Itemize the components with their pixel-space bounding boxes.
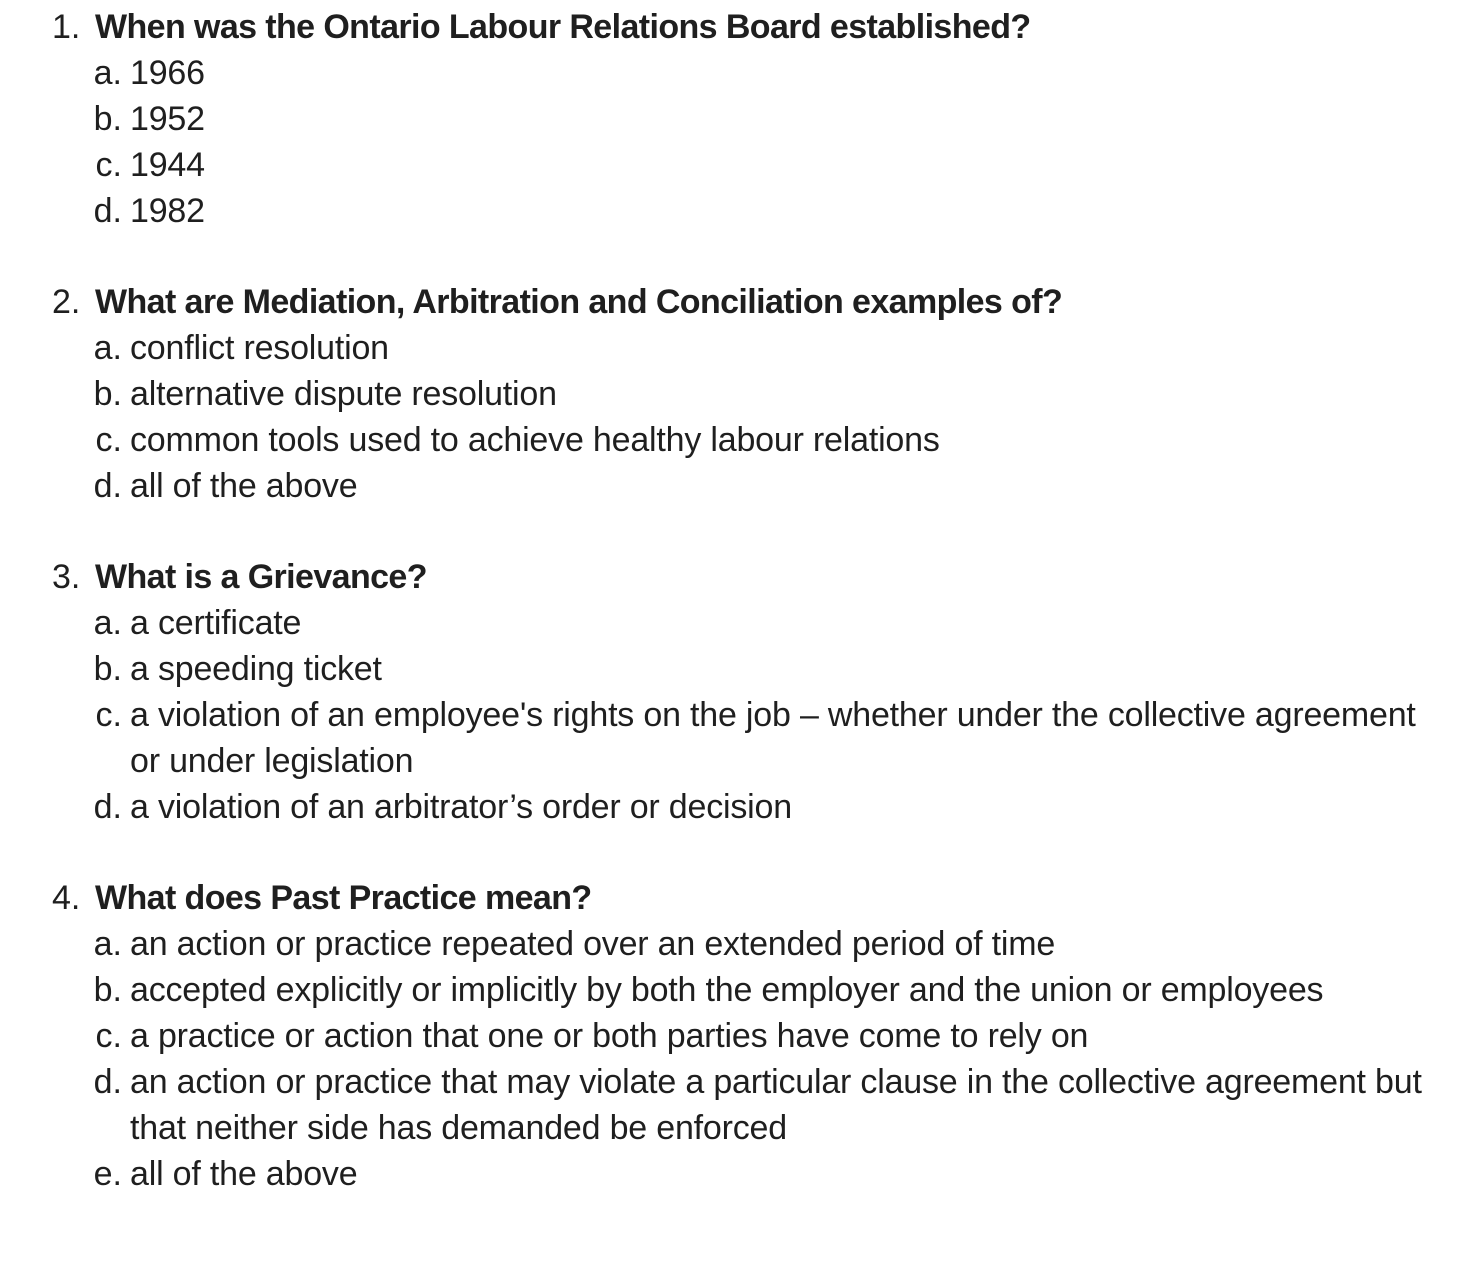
- option-letter: c.: [95, 421, 122, 459]
- answer-option: [52, 371, 1462, 417]
- quiz: [52, 4, 1462, 1242]
- answer-option: [52, 921, 1462, 967]
- answer-options: [52, 50, 1462, 234]
- option-text: 1952: [130, 100, 205, 138]
- answer-options: [52, 325, 1462, 509]
- option-text: all of the above: [130, 1155, 358, 1193]
- option-letter: c.: [95, 696, 122, 734]
- option-letter: e.: [93, 1155, 122, 1193]
- option-letter: a.: [93, 925, 122, 963]
- option-text: a certificate: [130, 604, 302, 642]
- question-text: What are Mediation, Arbitration and Conciliation examples of?: [95, 283, 1063, 321]
- option-letter: a.: [93, 329, 122, 367]
- option-text: a violation of an arbitrator’s order or decision: [130, 788, 792, 826]
- answer-option: [52, 1059, 1462, 1151]
- option-text: 1982: [130, 192, 205, 230]
- question-text: What does Past Practice mean?: [95, 879, 592, 917]
- option-text: 1944: [130, 146, 205, 184]
- answer-option: [52, 967, 1462, 1013]
- answer-option: [52, 96, 1462, 142]
- question-heading: [52, 554, 1462, 600]
- question-number: 2.: [52, 283, 81, 321]
- option-text: an action or practice that may violate a particular clause in the collective agreement but that neither side has demanded be enforced: [130, 1063, 1422, 1147]
- question-text: What is a Grievance?: [95, 558, 427, 596]
- answer-option: [52, 325, 1462, 371]
- question-heading: [52, 279, 1462, 325]
- question-2: [52, 279, 1462, 509]
- question-heading: [52, 875, 1462, 921]
- answer-option: [52, 50, 1462, 96]
- option-letter: d.: [93, 192, 122, 230]
- answer-option: [52, 600, 1462, 646]
- option-text: accepted explicitly or implicitly by both the employer and the union or employees: [130, 971, 1324, 1009]
- option-letter: c.: [95, 1017, 122, 1055]
- answer-option: [52, 1013, 1462, 1059]
- option-text: an action or practice repeated over an extended period of time: [130, 925, 1056, 963]
- option-letter: a.: [93, 604, 122, 642]
- option-text: 1966: [130, 54, 205, 92]
- option-text: a violation of an employee's rights on the job – whether under the collective agreement or under legislation: [130, 696, 1416, 780]
- question-text: When was the Ontario Labour Relations Board established?: [95, 8, 1031, 46]
- question-3: [52, 554, 1462, 830]
- answer-option: [52, 142, 1462, 188]
- question-heading: [52, 4, 1462, 50]
- option-text: conflict resolution: [130, 329, 389, 367]
- option-letter: c.: [95, 146, 122, 184]
- option-letter: b.: [93, 375, 122, 413]
- answer-option: [52, 692, 1462, 784]
- option-text: alternative dispute resolution: [130, 375, 557, 413]
- option-letter: a.: [93, 54, 122, 92]
- option-text: a practice or action that one or both parties have come to rely on: [130, 1017, 1089, 1055]
- answer-options: [52, 921, 1462, 1197]
- question-number: 4.: [52, 879, 81, 917]
- question-4: [52, 875, 1462, 1197]
- question-1: [52, 4, 1462, 234]
- answer-option: [52, 784, 1462, 830]
- answer-option: [52, 1151, 1462, 1197]
- question-number: 1.: [52, 8, 81, 46]
- option-text: all of the above: [130, 467, 358, 505]
- option-letter: b.: [93, 971, 122, 1009]
- answer-option: [52, 188, 1462, 234]
- answer-option: [52, 463, 1462, 509]
- option-text: common tools used to achieve healthy labour relations: [130, 421, 940, 459]
- answer-option: [52, 646, 1462, 692]
- answer-options: [52, 600, 1462, 830]
- answer-option: [52, 417, 1462, 463]
- option-letter: b.: [93, 100, 122, 138]
- option-text: a speeding ticket: [130, 650, 382, 688]
- option-letter: d.: [93, 788, 122, 826]
- question-number: 3.: [52, 558, 81, 596]
- option-letter: d.: [93, 1063, 122, 1101]
- option-letter: b.: [93, 650, 122, 688]
- option-letter: d.: [93, 467, 122, 505]
